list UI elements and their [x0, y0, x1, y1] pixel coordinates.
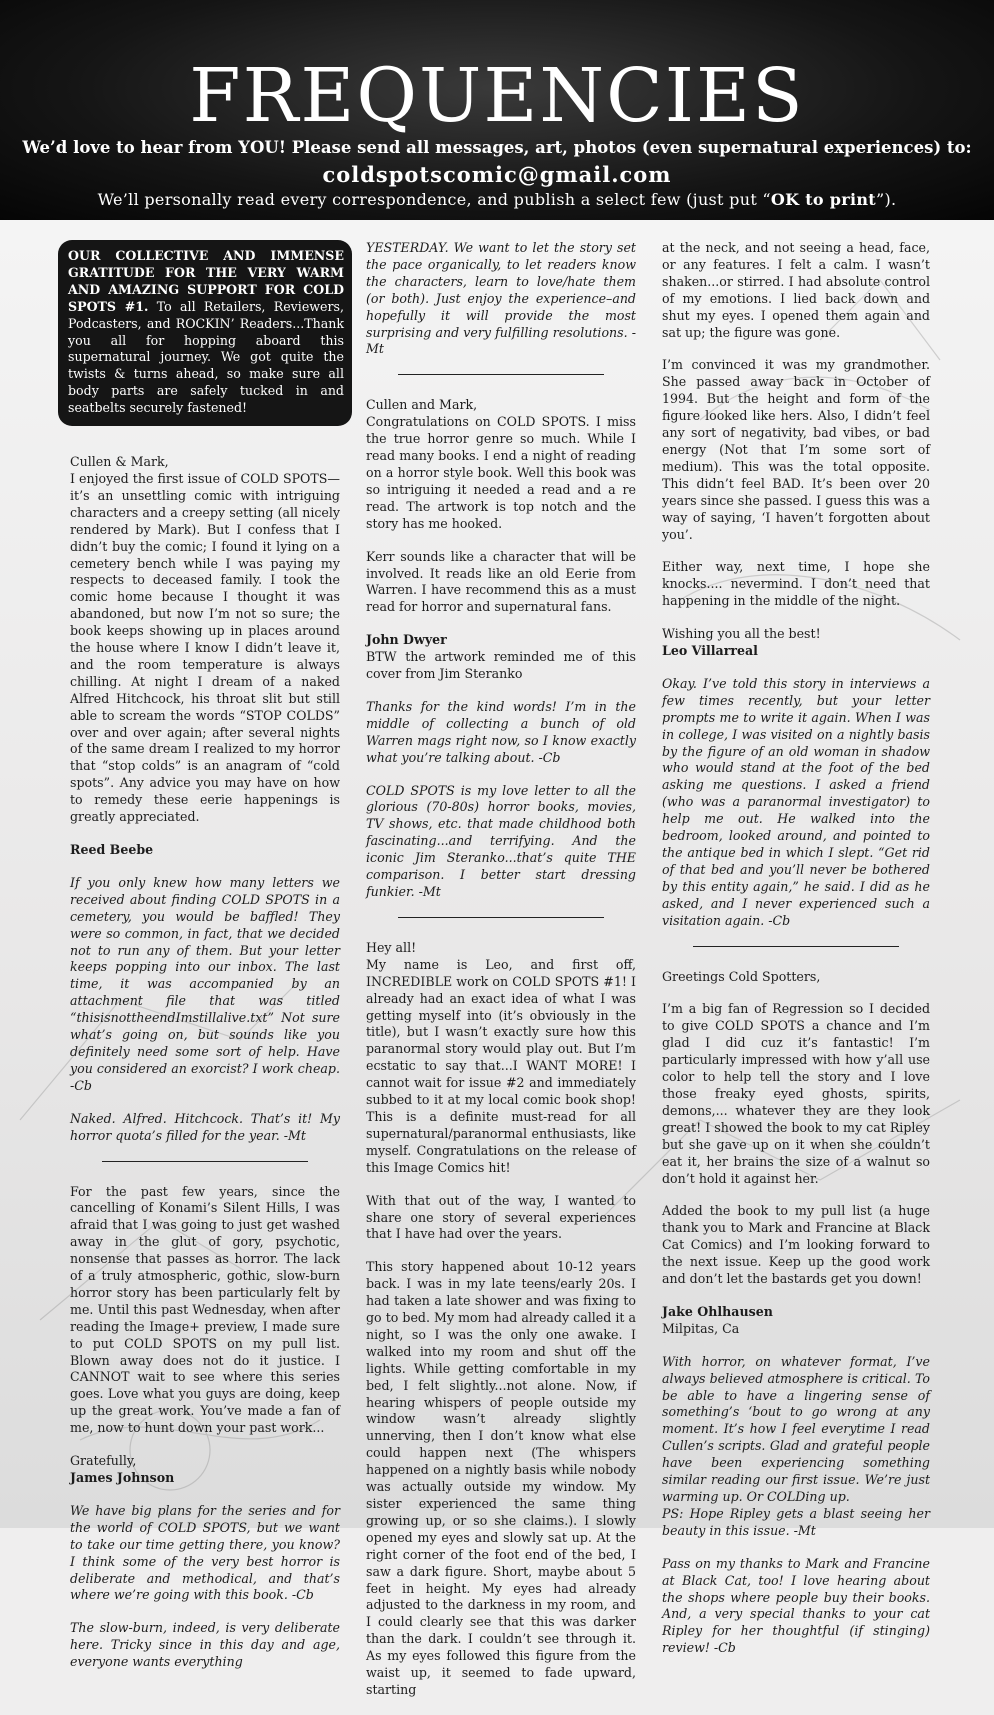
- letter-ps: BTW the artwork reminded me of this cover from Jim Steranko: [366, 649, 636, 682]
- letter-location: Milpitas, Ca: [662, 1320, 740, 1336]
- letter-body: Either way, next time, I hope she knocks.... nevermind. I don’t need that happening in the middle of the night.: [662, 559, 930, 609]
- letter-closing: Wishing you all the best!: [662, 626, 821, 642]
- intro-box-text: To all Retailers, Reviewers, Podcasters, and ROCKIN’ Readers...Thank you all for hopping aboard this supernatural journey. We got quite the twists & turns ahead, so make sure all body parts are safely tucked in and seatbelts securely fastened!: [68, 298, 344, 416]
- column-2: [366, 240, 636, 1715]
- divider: [693, 946, 899, 947]
- reply-mt: COLD SPOTS is my love letter to all the glorious (70-80s) horror books, movies, TV shows, etc. that made childhood both fascinating...and terrifying. And the iconic Jim Steranko...that’s quite THE comparison. I better start dressing funkier. -Mt: [366, 782, 636, 899]
- reply-mt: The slow-burn, indeed, is very deliberate here. Tricky since in this day and age, everyone wants everything: [70, 1620, 340, 1670]
- reply-cb: If you only knew how many letters we received about finding COLD SPOTS in a cemetery, you would be baffled! They were so common, in fact, that we decided not to run any of them. But your letter keeps popping into our inbox. The last time, it was accompanied by an attachment file that was titled “thisisnottheendImstillalive.txt” Not sure what’s going on, but sounds like you definitely need some sort of help. Have you considered an exorcist? I work cheap. -Cb: [70, 874, 340, 1093]
- letter-body: With that out of the way, I wanted to share one story of several experiences that I have had over the years.: [366, 1192, 636, 1242]
- tagline2-pre: We’ll personally read every correspondence, and publish a select few (just put “: [97, 190, 771, 209]
- header-tagline: We’d love to hear from YOU! Please send all messages, art, photos (even supernatural experiences) to:: [22, 138, 972, 157]
- reply-cb: Thanks for the kind words! I’m in the middle of collecting a bunch of old Warren mags right now, so I know exactly what you’re talking about. -Cb: [366, 698, 636, 765]
- letter-greeting: Hey all!: [366, 939, 417, 955]
- reply-cb: We have big plans for the series and for the world of COLD SPOTS, but we want to take our time getting there, you know? I think some of the very best horror is deliberate and methodical, and that’s where we’re going with this book. -Cb: [70, 1502, 340, 1603]
- header-tagline-2: [0, 189, 994, 211]
- header-banner: [0, 0, 994, 220]
- intro-box: [58, 240, 352, 426]
- letter-body: I enjoyed the first issue of COLD SPOTS—it’s an unsettling comic with intriguing characters and a creepy setting (all nicely rendered by Mark). But I confess that I didn’t buy the comic; I found it lying on a cemetery bench while I was paying my respects to deceased family. I took the comic home because I thought it was abandoned, but now I’m not so sure; the book keeps showing up in places around the house where I know I didn’t leave it, and the room temperature is always chilling. At night I dream of a naked Alfred Hitchcock, his throat slit but still able to scream the words “STOP COLDS” over and over again; after several nights of the same dream I realized to my horror that “stop colds” is an anagram of “cold spots”. Any advice you may have on how to remedy these eerie happenings is greatly appreciated.: [70, 470, 340, 825]
- letter-body: My name is Leo, and first off, INCREDIBLE work on COLD SPOTS #1! I already had an exact idea of what I was getting myself into (it’s obviously in the title), but I wasn’t exactly sure how this paranormal story would play out. But I’m ecstatic to say that...I WANT MORE! I cannot wait for issue #2 and immediately subbed to it at my local comic book shop! This is a definite must-read for all supernatural/paranormal enthusiasts, like myself. Congratulations on the release of this Image Comics hit!: [366, 956, 636, 1175]
- letter-signature: James Johnson: [70, 1470, 175, 1485]
- letter-body: For the past few years, since the cancelling of Konami’s Silent Hills, I was afraid that I was going to just get washed away in the glut of gory, psychotic, nonsense that passes as horror. The lack of a truly atmospheric, gothic, slow-burn horror story has been particularly felt by me. Until this past Wednesday, when after reading the Image+ preview, I made sure to put COLD SPOTS on my pull list. Blown away does not do it justice. I CANNOT wait to see where this series goes. Love what you guys are doing, keep up the great work. You’ve made a fan of me, now to hunt down your past work...: [70, 1183, 340, 1436]
- tagline2-post: ”).: [876, 190, 897, 209]
- contact-email[interactable]: coldspotscomic@gmail.com: [322, 162, 672, 187]
- letter-greeting: Greetings Cold Spotters,: [662, 968, 821, 984]
- column-1: [68, 240, 344, 1687]
- divider: [398, 917, 604, 918]
- intro-box-caps: OUR COLLECTIVE AND IMMENSE GRATITUDE FOR THE VERY WARM AND AMAZING SUPPORT FOR COLD SPOTS #1.: [68, 248, 344, 314]
- reply-mt: Naked. Alfred. Hitchcock. That’s it! My horror quota’s filled for the year. -Mt: [70, 1110, 340, 1143]
- letter-body: I’m a big fan of Regression so I decided to give COLD SPOTS a chance and I’m glad I did cuz it’s fantastic! I’m particularly impressed with how y’all use color to help tell the story and I love those freaky eyed ghosts, spirits, demons,... whatever they are they look great! I showed the book to my cat Ripley but she gave up on it when she couldn’t eat it, her brains the size of a walnut so don’t hold it against her.: [662, 1001, 930, 1186]
- page-title: FREQUENCIES: [189, 53, 805, 139]
- letter-signature: Jake Ohlhausen: [662, 1303, 773, 1319]
- letter-signature: Reed Beebe: [70, 842, 154, 857]
- letter-greeting: Cullen and Mark,: [366, 397, 478, 413]
- letter-body-continued: at the neck, and not seeing a head, face, or any features. I felt a calm. I wasn’t shaken...or stirred. I had absolute control of my emotions. I lied back down and shut my eyes. I opened them again and sat up; the figure was gone.: [662, 240, 930, 340]
- reply-mt: With horror, on whatever format, I’ve always believed atmosphere is critical. To be able to have a lingering sense of something’s ‘bout to go wrong at any moment. It’s how I feel everytime I read Cullen’s scripts. Glad and grateful people have been experiencing something similar reading our first issue. We’re just warming up. Or COLDing up.: [662, 1353, 930, 1504]
- letter-body: Congratulations on COLD SPOTS. I miss the true horror genre so much. While I read many books. I end a night of reading on a horror style book. Well this book was so intriguing it needed a read and a re read. The artwork is top notch and the story has me hooked.: [366, 414, 636, 531]
- letter-body: Kerr sounds like a character that will be involved. It reads like an old Eerie from Warren. I have recommend this as a must read for horror and supernatural fans.: [366, 548, 636, 615]
- letter-signature: Leo Villarreal: [662, 643, 758, 659]
- divider: [102, 1161, 308, 1162]
- reply-cb: Okay. I’ve told this story in interviews a few times recently, but your letter prompts me to write it again. When I was in college, I was visited on a nightly basis by the figure of an old woman in shadow who would stand at the foot of the bed asking me questions. I asked a friend (who was a paranormal investigator) to help me out. He walked into the bedroom, looked around, and pointed to the antique bed in which I slept. “Get rid of that bed and you’ll never be bothered by this entity again,” he said. I did as he asked, and I never experienced such a visitation again. -Cb: [662, 675, 930, 928]
- letter-body: Added the book to my pull list (a huge thank you to Mark and Francine at Black Cat Comics) and I’m looking forward to the next issue. Keep up the good work and don’t let the bastards get you down!: [662, 1203, 930, 1287]
- tagline2-bold: OK to print: [770, 190, 876, 209]
- reply-cb: Pass on my thanks to Mark and Francine at Black Cat, too! I love hearing about the shops where people buy their books. And, a very special thanks to your cat Ripley for her thoughtful (if stinging) review! -Cb: [662, 1555, 930, 1656]
- reply-mt-continued: YESTERDAY. We want to let the story set the pace organically, to let readers know the characters, learn to love/hate them (or both). Just enjoy the experience–and hopefully it will provide the most surprising and very fulfilling resolutions. -Mt: [366, 240, 636, 357]
- letter-closing: Gratefully,: [70, 1453, 137, 1469]
- letter-body: This story happened about 10-12 years back. I was in my late teens/early 20s. I had taken a late shower and was fixing to go to bed. My mom had already called it a night, so I was the only one awake. I walked into my room and shut off the lights. While getting comfortable in my bed, I felt slightly...not alone. Now, if hearing whispers of people outside my window wasn’t already slightly unnerving, then I don’t know what else could happen next (The whispers happened on a nightly basis while nobody was actually outside my window. My sister experienced the same thing growing up, or so she claims.). I slowly opened my eyes and slowly sat up. At the right corner of the foot end of the bed, I saw a dark figure. Short, maybe about 5 feet in height. My eyes had already adjusted to the darkness in my room, and I could clearly see that this was darker than the dark. I couldn’t see through it. As my eyes followed this figure from the waist up, it seemed to fade upward, starting: [366, 1259, 636, 1697]
- reply-ps: PS: Hope Ripley gets a blast seeing her beauty in this issue. -Mt: [662, 1505, 930, 1538]
- divider: [398, 374, 604, 375]
- letter-greeting: Cullen & Mark,: [70, 454, 169, 470]
- column-3: [662, 240, 930, 1673]
- letter-body: I’m convinced it was my grandmother. She passed away back in October of 1994. But the height and form of the figure looked like hers. Also, I didn’t feel any sort of negativity, bad vibes, or bad energy (Not that I’m some sort of medium). This was the total opposite. This didn’t feel BAD. It’s been over 20 years since she passed. I guess this was a way of saying, ‘I haven’t forgotten about you’.: [662, 357, 930, 542]
- letter-signature: John Dwyer: [366, 632, 447, 648]
